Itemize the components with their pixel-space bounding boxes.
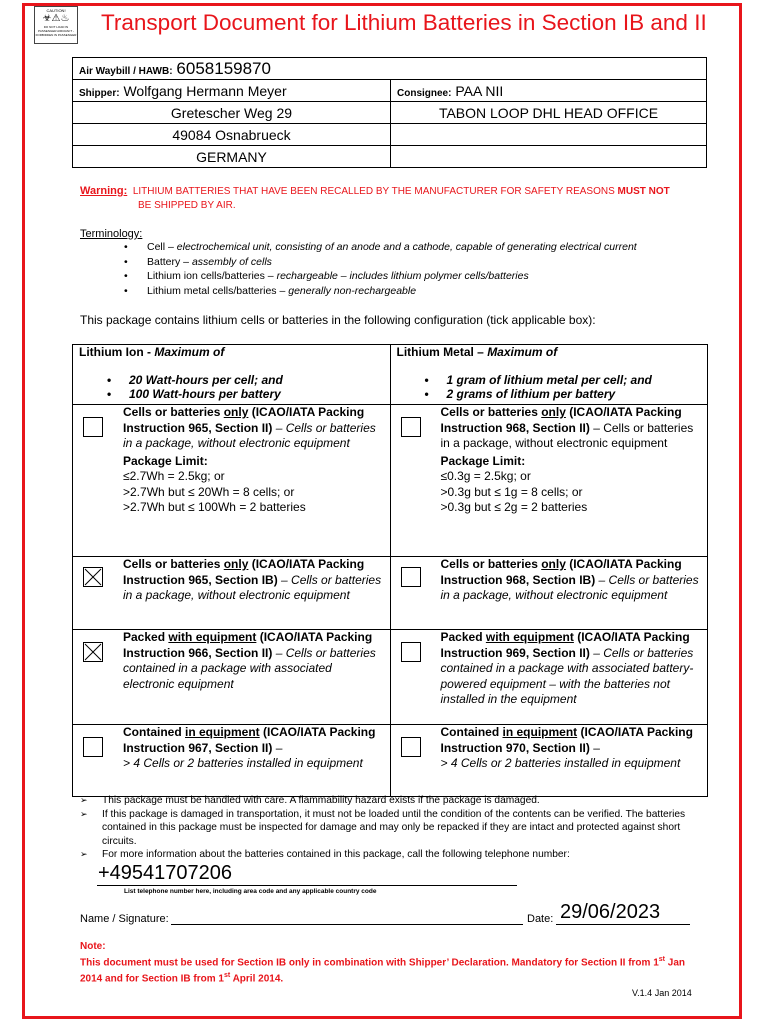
warning-label: Warning: xyxy=(80,185,128,197)
awb-number[interactable]: 6058159870 xyxy=(176,58,271,78)
logo-bottom-text: DO NOT LOAD IN PASSENGER AIRCRAFT - FORBIDDEN IN PASSENGER xyxy=(35,25,77,37)
footnote-label: Note: xyxy=(80,941,106,952)
checkbox-pi966[interactable] xyxy=(83,642,103,662)
ion-option-pi965-section-ii: Cells or batteries only (ICAO/IATA Packing Instruction 965, Section II) – Cells or batteries in a package, without electronic equipment Package Limit: ≤2.7Wh = 2.5kg; or >2.7Wh but ≤ 20Wh = 8 cells; or >2.7Wh but ≤ 100Wh = 2 batteries xyxy=(73,405,391,557)
consignee-cell xyxy=(391,80,707,102)
list-item: • 100 Watt-hours per battery xyxy=(79,387,384,401)
checkbox-pi968-ib[interactable] xyxy=(401,567,421,587)
logo-top-text: CAUTION! xyxy=(46,8,66,13)
metal-option-pi968-section-ib: Cells or batteries only (ICAO/IATA Packing Instruction 968, Section IB) – Cells or batteries in a package, without electronic equipment xyxy=(390,557,708,630)
phone-underline xyxy=(97,885,517,886)
warning-text-1: LITHIUM BATTERIES THAT HAVE BEEN RECALLED BY THE MANUFACTURER FOR SAFETY REASONS xyxy=(132,186,615,197)
metal-option-pi969: Packed with equipment (ICAO/IATA Packing Instruction 969, Section II) – Cells or batteries contained in a package with associated battery-powered equipment – with the batteries not installed in the equipment xyxy=(390,630,708,725)
battery-configuration-table xyxy=(72,344,708,797)
consignee-address-1[interactable]: TABON LOOP DHL HEAD OFFICE xyxy=(391,102,707,124)
lithium-metal-header: Lithium Metal – Maximum of • 1 gram of lithium metal per cell; and • 2 grams of lithium per battery xyxy=(390,345,708,405)
signature-label: Name / Signature: xyxy=(80,913,169,925)
consignee-label: Consignee: xyxy=(397,87,452,99)
checkbox-pi969[interactable] xyxy=(401,642,421,662)
metal-option-pi968-section-ii: Cells or batteries only (ICAO/IATA Packing Instruction 968, Section II) – Cells or batteries in a package, without electronic equipment Package Limit: ≤0.3g = 2.5kg; or >0.3g but ≤ 1g = 8 cells; or >0.3g but ≤ 2g = 2 batteries xyxy=(390,405,708,557)
footnote: Note: This document must be used for Section IB only in combination with Shipper’ Declaration. Mandatory for Section II from 1st Jan 2014 and for Section IB from 1st April 2014. xyxy=(80,940,710,986)
list-item: • Lithium ion cells/batteries – rechargeable – includes lithium polymer cells/batteries xyxy=(80,269,637,284)
document-title: Transport Document for Lithium Batteries in Section IB and II xyxy=(101,10,707,35)
ion-option-pi966: Packed with equipment (ICAO/IATA Packing Instruction 966, Section II) – Cells or batteries contained in a package with associated electronic equipment xyxy=(73,630,391,725)
list-item: • 20 Watt-hours per cell; and xyxy=(79,373,384,387)
checkbox-pi965-ii[interactable] xyxy=(83,417,103,437)
consignee-name[interactable]: PAA NII xyxy=(455,82,504,99)
terminology-section xyxy=(80,228,637,298)
checkmark-x-icon xyxy=(84,643,102,661)
lithium-ion-header: Lithium Ion - Maximum of • 20 Watt-hours per cell; and • 100 Watt-hours per battery xyxy=(73,345,391,405)
configuration-instruction: This package contains lithium cells or batteries in the following configuration (tick applicable box): xyxy=(80,313,596,327)
date-underline xyxy=(556,924,690,925)
list-item: ➢ This package must be handled with care. A flammability hazard exists if the package is damaged. xyxy=(78,794,708,808)
list-item: • 1 gram of lithium metal per cell; and xyxy=(397,373,702,387)
awb-cell xyxy=(73,58,707,80)
shipper-address-2[interactable]: 49084 Osnabrueck xyxy=(73,124,391,146)
shipper-country[interactable]: GERMANY xyxy=(73,146,391,168)
caution-label-icon xyxy=(34,6,78,44)
shipment-details-table xyxy=(72,57,707,168)
shipper-address-1[interactable]: Gretescher Weg 29 xyxy=(73,102,391,124)
signature-field[interactable] xyxy=(171,924,523,925)
terminology-list xyxy=(80,240,637,298)
metal-option-pi970: Contained in equipment (ICAO/IATA Packing Instruction 970, Section II) – > 4 Cells or 2 batteries installed in equipment xyxy=(390,725,708,797)
list-item: ➢ For more information about the batteries contained in this package, call the following telephone number: xyxy=(78,848,708,862)
date-label: Date: xyxy=(527,913,554,925)
handling-notes xyxy=(78,794,708,862)
checkmark-x-icon xyxy=(84,568,102,586)
hazard-glyphs-icon: ☣⚠♨ xyxy=(42,13,70,24)
terminology-heading: Terminology: xyxy=(80,228,143,240)
ion-option-pi965-section-ib: Cells or batteries only (ICAO/IATA Packing Instruction 965, Section IB) – Cells or batteries in a package, without electronic equipment xyxy=(73,557,391,630)
checkbox-pi970[interactable] xyxy=(401,737,421,757)
checkbox-pi968-ii[interactable] xyxy=(401,417,421,437)
shipper-name[interactable]: Wolfgang Hermann Meyer xyxy=(123,82,287,99)
shipper-label: Shipper: xyxy=(79,87,120,99)
list-item: ➢ If this package is damaged in transportation, it must not be loaded until the condition of the contents can be verified. The batteries contained in this package must be inspected for damage and may only be repacked if they are intact and protected against short circuits. xyxy=(78,808,708,849)
ion-option-pi967: Contained in equipment (ICAO/IATA Packing Instruction 967, Section II) – > 4 Cells or 2 batteries installed in equipment xyxy=(73,725,391,797)
list-item: • Cell – electrochemical unit, consisting of an anode and a cathode, capable of generating electrical current xyxy=(80,240,637,255)
list-item: • Battery – assembly of cells xyxy=(80,255,637,270)
list-item: • 2 grams of lithium per battery xyxy=(397,387,702,401)
consignee-address-3[interactable] xyxy=(391,146,707,168)
warning-text-2: BE SHIPPED BY AIR. xyxy=(138,200,236,211)
warning-paragraph xyxy=(80,184,700,213)
warning-bold: MUST NOT xyxy=(617,186,670,197)
list-item: • Lithium metal cells/batteries – generally non-rechargeable xyxy=(80,284,637,299)
date-field[interactable]: 29/06/2023 xyxy=(560,901,661,923)
shipper-cell xyxy=(73,80,391,102)
consignee-address-2[interactable] xyxy=(391,124,707,146)
version-label: V.1.4 Jan 2014 xyxy=(632,988,692,998)
phone-number-field[interactable]: +49541707206 xyxy=(98,862,233,884)
awb-label: Air Waybill / HAWB: xyxy=(79,65,173,77)
phone-hint: List telephone number here, including area code and any applicable country code xyxy=(124,888,377,895)
checkbox-pi965-ib[interactable] xyxy=(83,567,103,587)
checkbox-pi967[interactable] xyxy=(83,737,103,757)
